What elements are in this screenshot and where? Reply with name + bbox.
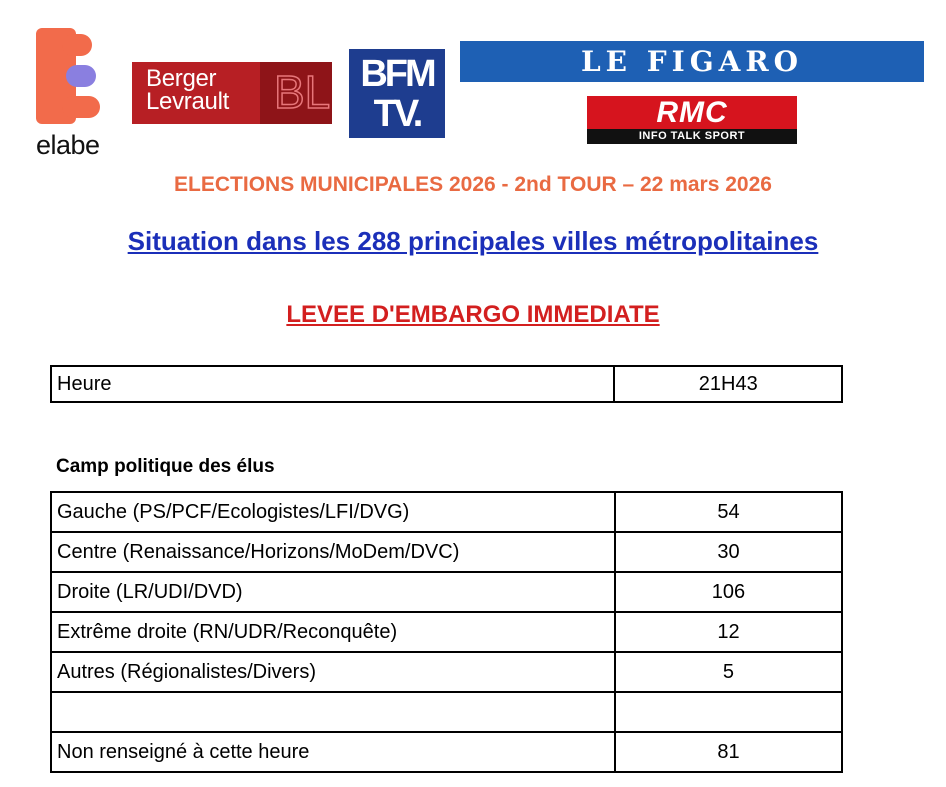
table-row — [51, 492, 842, 532]
time-value: 21H43 — [614, 366, 842, 402]
row-label — [51, 692, 615, 732]
table-row — [51, 532, 842, 572]
results-table — [50, 491, 843, 773]
berger-levrault-logo — [132, 62, 332, 124]
bfm-logo-line1: BFM — [360, 53, 434, 95]
rmc-logo — [587, 96, 797, 144]
berger-levrault-line1: Berger — [146, 65, 217, 92]
row-label: Droite (LR/UDI/DVD) — [51, 572, 615, 612]
berger-levrault-line2: Levrault — [146, 88, 229, 115]
row-value: 5 — [615, 652, 842, 692]
elabe-logo-mark — [36, 28, 106, 124]
elabe-logo-text: elabe — [36, 130, 100, 160]
row-label: Centre (Renaissance/Horizons/MoDem/DVC) — [51, 532, 615, 572]
svg-text:BL: BL — [274, 66, 331, 118]
le-figaro-logo — [460, 41, 924, 82]
table-row — [51, 732, 842, 772]
table-row — [51, 572, 842, 612]
row-value: 81 — [615, 732, 842, 772]
bfm-tv-logo — [349, 49, 445, 138]
table-row — [51, 366, 842, 402]
election-headline: ELECTIONS MUNICIPALES 2026 - 2nd TOUR – 22 mars 2026 — [174, 173, 772, 196]
row-label: Autres (Régionalistes/Divers) — [51, 652, 615, 692]
embargo-notice: LEVEE D'EMBARGO IMMEDIATE — [286, 301, 660, 328]
row-label: Non renseigné à cette heure — [51, 732, 615, 772]
row-label: Gauche (PS/PCF/Ecologistes/LFI/DVG) — [51, 492, 615, 532]
row-value: 30 — [615, 532, 842, 572]
table-row — [51, 692, 842, 732]
le-figaro-logo-text: LE FIGARO — [580, 45, 804, 78]
section-label: Camp politique des élus — [56, 456, 275, 477]
rmc-logo-text: RMC — [587, 96, 797, 129]
table-row — [51, 612, 842, 652]
rmc-logo-tagline: INFO TALK SPORT — [587, 129, 797, 144]
row-value: 106 — [615, 572, 842, 612]
situation-subtitle: Situation dans les 288 principales villes métropolitaines — [127, 226, 819, 256]
row-value: 12 — [615, 612, 842, 652]
time-label: Heure — [51, 366, 614, 402]
table-row — [51, 652, 842, 692]
row-value: 54 — [615, 492, 842, 532]
bfm-logo-line2: TV. — [373, 93, 421, 135]
row-label: Extrême droite (RN/UDR/Reconquête) — [51, 612, 615, 652]
row-value — [615, 692, 842, 732]
time-table — [50, 365, 843, 403]
